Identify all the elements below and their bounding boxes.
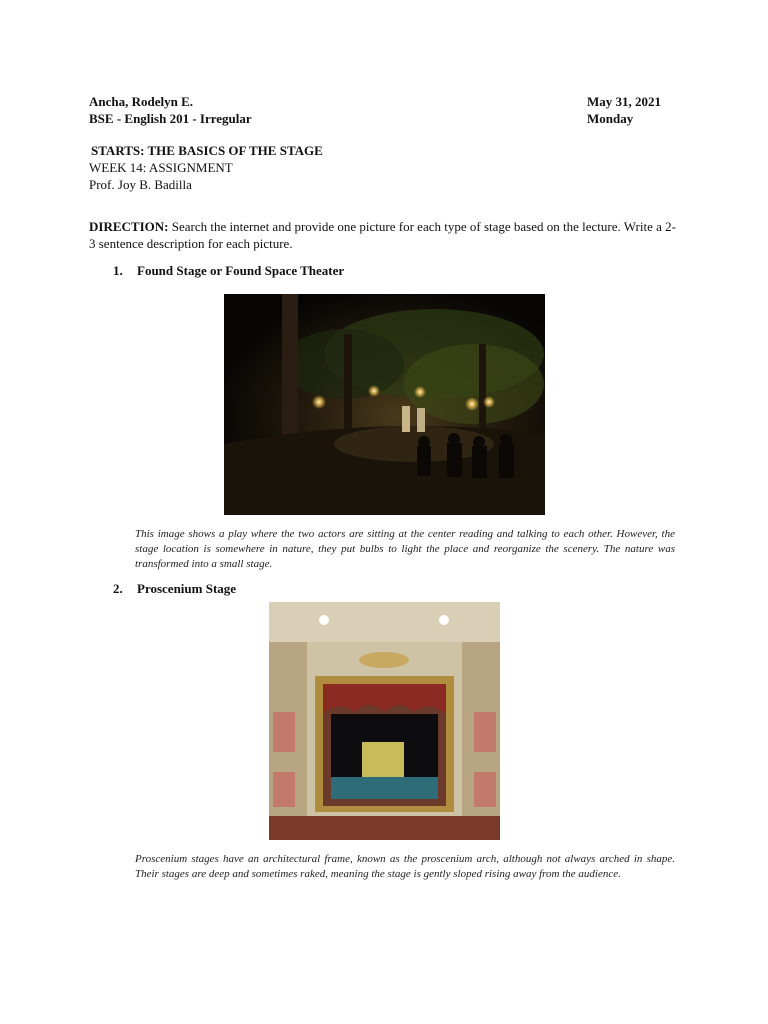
- item-description: Proscenium stages have an architectural frame, known as the proscenium arch, although not always arched in shape. Their stages are deep and sometimes raked, meaning the stage is gently sloped rising away from the audience.: [135, 853, 675, 880]
- item-description: This image shows a play where the two actors are sitting at the center reading and talking to each other. However, the stage location is somewhere in nature, they put bulbs to light the place and reorganize the scenery. The nature was transformed into a small stage.: [135, 528, 675, 570]
- professor-name: Prof. Joy B. Badilla: [89, 177, 192, 192]
- course-info: BSE - English 201 - Irregular: [89, 111, 252, 126]
- day: Monday: [587, 111, 634, 126]
- student-name: Ancha, Rodelyn E.: [89, 94, 194, 109]
- item-heading: [113, 580, 236, 597]
- item-title: Found Stage or Found Space Theater: [137, 263, 345, 278]
- week-label: WEEK 14: ASSIGNMENT: [89, 160, 233, 175]
- document-title: STARTS: THE BASICS OF THE STAGE: [91, 143, 323, 158]
- item-title: Proscenium Stage: [137, 581, 237, 596]
- direction-label: DIRECTION:: [89, 219, 169, 234]
- date: May 31, 2021: [587, 94, 662, 109]
- item-number: 1.: [113, 263, 123, 278]
- proscenium-theater-photo: [269, 602, 500, 840]
- direction-paragraph: [89, 218, 679, 252]
- item-number: 2.: [113, 581, 123, 596]
- item-heading: [113, 262, 344, 279]
- forest-night-theater-photo: [224, 294, 545, 515]
- direction-text: Search the internet and provide one picture for each type of stage based on the lecture. Write a 2-3 sentence description for each picture.: [89, 219, 676, 251]
